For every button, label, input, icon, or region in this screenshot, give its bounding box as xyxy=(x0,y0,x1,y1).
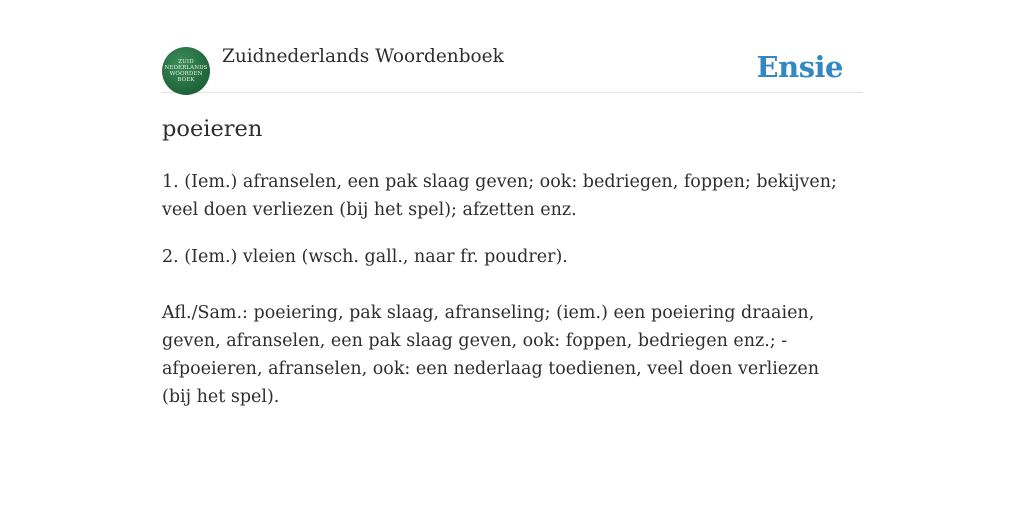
dictionary-logo[interactable] xyxy=(162,47,210,95)
logo-text-line: BOEK xyxy=(177,77,195,83)
logo-text-line: WOORDEN xyxy=(169,71,203,77)
definition-1: 1. (Iem.) afranselen, een pak slaag geven; ook: bedriegen, foppen; bekijven; veel doen verliezen (bij het spel); afzetten enz. xyxy=(162,172,837,220)
derivations-paragraph: Afl./Sam.: poeiering, pak slaag, afranseling; (iem.) een poeiering draaien, geven, afranselen, een pak slaag geven, ook: foppen, bedriegen enz.; - afpoeieren, afranselen, ook: een nederlaag toedienen, veel doen verliezen (bij het spel). xyxy=(162,303,820,407)
logo-text-line: NEDERLANDS xyxy=(164,65,208,71)
definition-2: 2. (Iem.) vleien (wsch. gall., naar fr. poudrer). xyxy=(162,247,568,267)
logo-text-line: ZUID xyxy=(178,59,194,65)
header xyxy=(162,45,862,93)
dictionary-title-link[interactable]: Zuidnederlands Woordenboek xyxy=(222,46,504,67)
entry-headword: poeieren xyxy=(162,116,263,142)
ensie-brand-link[interactable]: Ensie xyxy=(756,50,843,84)
